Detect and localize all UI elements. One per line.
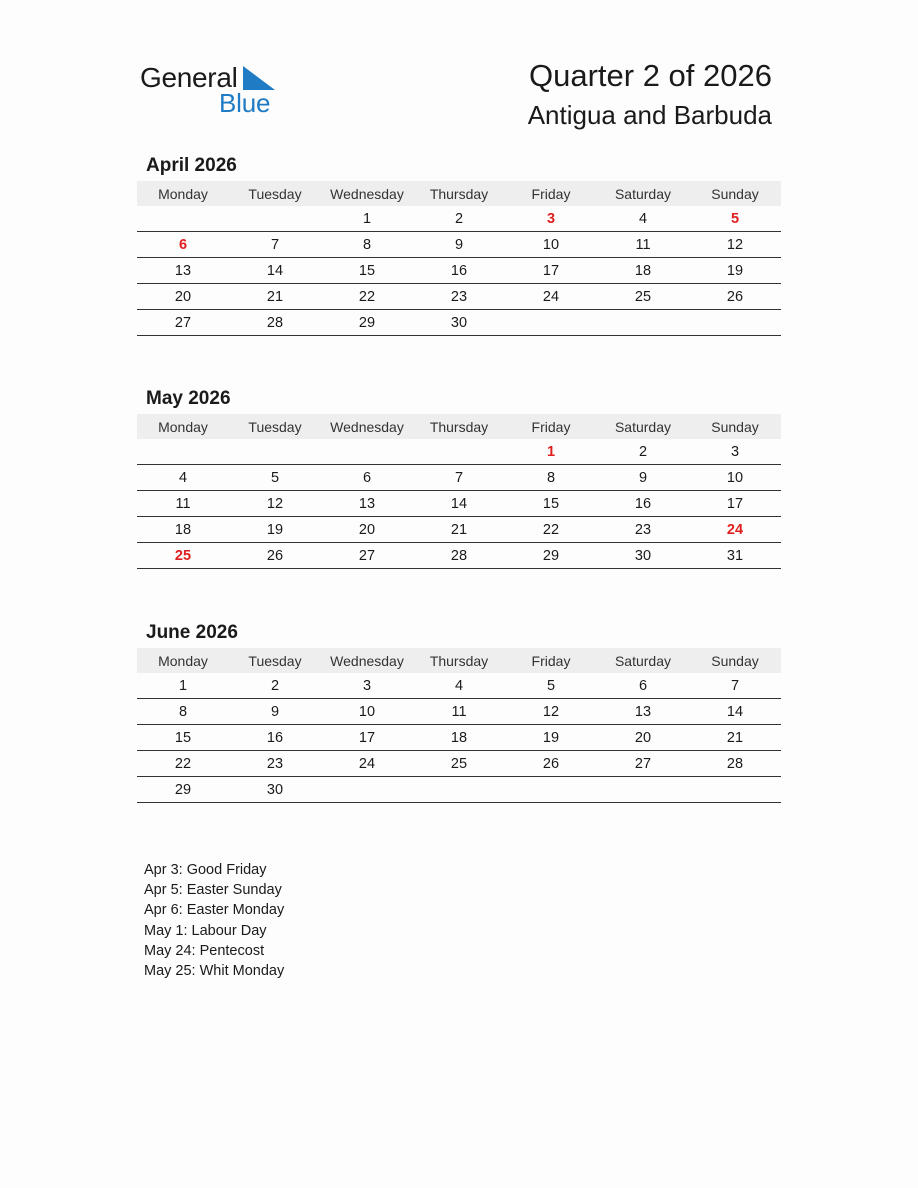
day-cell: 21: [229, 284, 321, 310]
calendar-table: [137, 414, 781, 569]
day-cell: 17: [689, 491, 781, 517]
day-cell: 26: [505, 751, 597, 777]
day-cell: 10: [505, 232, 597, 258]
day-cell: 6: [137, 232, 229, 258]
weekday-header-sunday: Sunday: [689, 414, 781, 439]
day-cell: 11: [413, 699, 505, 725]
day-cell: 5: [689, 206, 781, 232]
day-cell: 28: [229, 310, 321, 336]
day-cell: 1: [321, 206, 413, 232]
empty-day-cell: [413, 777, 505, 803]
empty-day-cell: [597, 310, 689, 336]
day-cell: 9: [597, 465, 689, 491]
holiday-entry: Apr 6: Easter Monday: [144, 902, 285, 919]
week-row: [137, 206, 781, 232]
day-cell: 21: [413, 517, 505, 543]
day-cell: 14: [413, 491, 505, 517]
empty-day-cell: [229, 439, 321, 465]
day-cell: 30: [597, 543, 689, 569]
logo-triangle-icon: [243, 66, 275, 90]
weekday-header-saturday: Saturday: [597, 181, 689, 206]
week-row: [137, 232, 781, 258]
day-cell: 2: [413, 206, 505, 232]
day-cell: 13: [137, 258, 229, 284]
week-row: [137, 258, 781, 284]
day-cell: 2: [229, 673, 321, 699]
empty-day-cell: [321, 777, 413, 803]
day-cell: 23: [597, 517, 689, 543]
day-cell: 18: [597, 258, 689, 284]
month-title: May 2026: [146, 388, 231, 409]
day-cell: 20: [597, 725, 689, 751]
day-cell: 3: [321, 673, 413, 699]
day-cell: 15: [137, 725, 229, 751]
week-row: [137, 517, 781, 543]
day-cell: 23: [229, 751, 321, 777]
day-cell: 9: [229, 699, 321, 725]
day-cell: 8: [321, 232, 413, 258]
day-cell: 19: [689, 258, 781, 284]
calendar-table: [137, 648, 781, 803]
month-title: June 2026: [146, 622, 238, 643]
day-cell: 28: [689, 751, 781, 777]
holiday-entry: May 25: Whit Monday: [144, 963, 285, 980]
weekday-header-wednesday: Wednesday: [321, 648, 413, 673]
day-cell: 25: [413, 751, 505, 777]
weekday-header-row: [137, 414, 781, 439]
week-row: [137, 751, 781, 777]
logo-word-general: General: [140, 62, 238, 93]
weekday-header-wednesday: Wednesday: [321, 414, 413, 439]
day-cell: 30: [229, 777, 321, 803]
day-cell: 16: [597, 491, 689, 517]
week-row: [137, 465, 781, 491]
empty-day-cell: [689, 777, 781, 803]
weekday-header-tuesday: Tuesday: [229, 648, 321, 673]
day-cell: 29: [321, 310, 413, 336]
empty-day-cell: [689, 310, 781, 336]
day-cell: 4: [137, 465, 229, 491]
day-cell: 24: [505, 284, 597, 310]
month-title: April 2026: [146, 155, 237, 176]
day-cell: 28: [413, 543, 505, 569]
week-row: [137, 699, 781, 725]
day-cell: 18: [413, 725, 505, 751]
logo: [140, 62, 280, 118]
empty-day-cell: [505, 310, 597, 336]
day-cell: 6: [321, 465, 413, 491]
day-cell: 15: [505, 491, 597, 517]
week-row: [137, 673, 781, 699]
day-cell: 24: [321, 751, 413, 777]
weekday-header-saturday: Saturday: [597, 414, 689, 439]
day-cell: 31: [689, 543, 781, 569]
day-cell: 1: [505, 439, 597, 465]
week-row: [137, 491, 781, 517]
day-cell: 19: [505, 725, 597, 751]
day-cell: 2: [597, 439, 689, 465]
empty-day-cell: [137, 439, 229, 465]
day-cell: 19: [229, 517, 321, 543]
week-row: [137, 284, 781, 310]
holiday-entry: Apr 3: Good Friday: [144, 862, 267, 878]
weekday-header-monday: Monday: [137, 181, 229, 206]
day-cell: 27: [597, 751, 689, 777]
week-row: [137, 777, 781, 803]
month-april: [137, 153, 781, 336]
logo-word-blue: Blue: [219, 88, 271, 118]
day-cell: 25: [137, 543, 229, 569]
day-cell: 21: [689, 725, 781, 751]
weekday-header-tuesday: Tuesday: [229, 414, 321, 439]
day-cell: 10: [321, 699, 413, 725]
day-cell: 17: [505, 258, 597, 284]
empty-day-cell: [597, 777, 689, 803]
weekday-header-thursday: Thursday: [413, 414, 505, 439]
day-cell: 23: [413, 284, 505, 310]
day-cell: 26: [689, 284, 781, 310]
calendar-table: [137, 181, 781, 336]
day-cell: 6: [597, 673, 689, 699]
day-cell: 30: [413, 310, 505, 336]
weekday-header-saturday: Saturday: [597, 648, 689, 673]
weekday-header-thursday: Thursday: [413, 648, 505, 673]
day-cell: 22: [137, 751, 229, 777]
weekday-header-sunday: Sunday: [689, 648, 781, 673]
day-cell: 11: [137, 491, 229, 517]
week-row: [137, 543, 781, 569]
weekday-header-tuesday: Tuesday: [229, 181, 321, 206]
day-cell: 22: [321, 284, 413, 310]
day-cell: 13: [321, 491, 413, 517]
day-cell: 24: [689, 517, 781, 543]
day-cell: 5: [505, 673, 597, 699]
weekday-header-row: [137, 181, 781, 206]
day-cell: 16: [229, 725, 321, 751]
day-cell: 11: [597, 232, 689, 258]
day-cell: 8: [137, 699, 229, 725]
week-row: [137, 310, 781, 336]
day-cell: 20: [137, 284, 229, 310]
holiday-entry: Apr 5: Easter Sunday: [144, 882, 282, 899]
day-cell: 12: [505, 699, 597, 725]
weekday-header-wednesday: Wednesday: [321, 181, 413, 206]
day-cell: 18: [137, 517, 229, 543]
weekday-header-thursday: Thursday: [413, 181, 505, 206]
day-cell: 29: [137, 777, 229, 803]
week-row: [137, 725, 781, 751]
day-cell: 7: [689, 673, 781, 699]
day-cell: 5: [229, 465, 321, 491]
page-title: Quarter 2 of 2026: [529, 58, 772, 93]
holiday-entry: May 24: Pentecost: [144, 942, 265, 959]
day-cell: 8: [505, 465, 597, 491]
empty-day-cell: [505, 777, 597, 803]
day-cell: 13: [597, 699, 689, 725]
day-cell: 10: [689, 465, 781, 491]
day-cell: 14: [229, 258, 321, 284]
day-cell: 15: [321, 258, 413, 284]
weekday-header-monday: Monday: [137, 648, 229, 673]
empty-day-cell: [229, 206, 321, 232]
weekday-header-sunday: Sunday: [689, 181, 781, 206]
country-subtitle: Antigua and Barbuda: [527, 100, 772, 130]
day-cell: 12: [229, 491, 321, 517]
day-cell: 7: [229, 232, 321, 258]
empty-day-cell: [321, 439, 413, 465]
empty-day-cell: [137, 206, 229, 232]
day-cell: 16: [413, 258, 505, 284]
day-cell: 4: [413, 673, 505, 699]
weekday-header-friday: Friday: [505, 414, 597, 439]
weekday-header-friday: Friday: [505, 181, 597, 206]
day-cell: 4: [597, 206, 689, 232]
month-may: [137, 386, 781, 569]
weekday-header-monday: Monday: [137, 414, 229, 439]
weekday-header-friday: Friday: [505, 648, 597, 673]
day-cell: 1: [137, 673, 229, 699]
day-cell: 27: [137, 310, 229, 336]
day-cell: 12: [689, 232, 781, 258]
month-june: [137, 620, 781, 803]
day-cell: 20: [321, 517, 413, 543]
holiday-entry: May 1: Labour Day: [144, 922, 267, 939]
day-cell: 26: [229, 543, 321, 569]
day-cell: 14: [689, 699, 781, 725]
week-row: [137, 439, 781, 465]
weekday-header-row: [137, 648, 781, 673]
day-cell: 7: [413, 465, 505, 491]
day-cell: 29: [505, 543, 597, 569]
empty-day-cell: [413, 439, 505, 465]
holiday-list: [144, 860, 284, 981]
day-cell: 17: [321, 725, 413, 751]
day-cell: 22: [505, 517, 597, 543]
day-cell: 25: [597, 284, 689, 310]
day-cell: 3: [505, 206, 597, 232]
day-cell: 27: [321, 543, 413, 569]
day-cell: 3: [689, 439, 781, 465]
day-cell: 9: [413, 232, 505, 258]
